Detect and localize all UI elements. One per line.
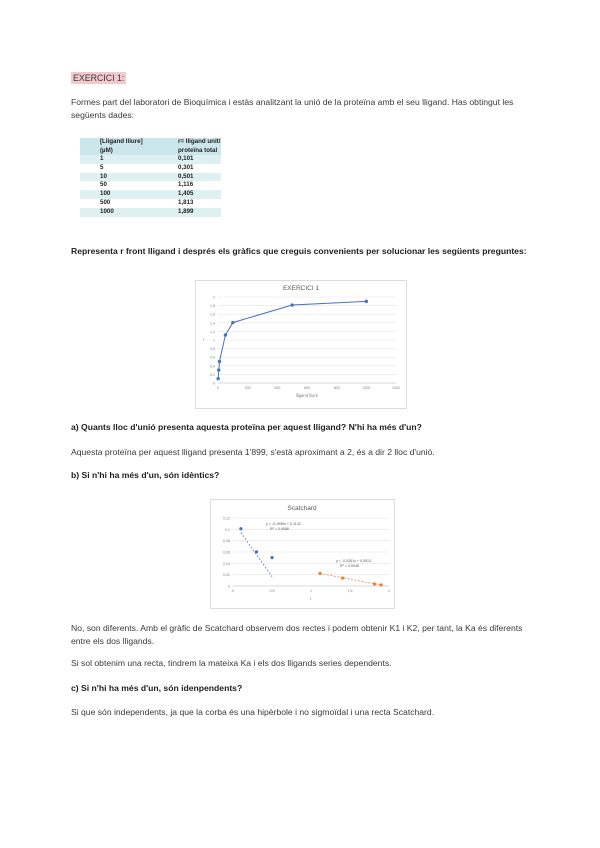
data-point [290,303,293,306]
data-point [218,360,221,363]
x-tick-label: 2 [388,589,390,593]
data-table [80,138,221,217]
answer-b-1: No, son diferents. Amb el gràfic de Scatchard observem dos rectes i podem obtenir K1 i K2, per tant, la Ka és diferents entre els dos lligands. [71,623,523,646]
y-tick-label: 0 [213,381,215,386]
table-cell: 0,501 [158,173,221,182]
table-row [80,164,221,173]
trendline [320,573,381,585]
table-row [80,208,221,217]
x-tick-label: 1 [310,589,312,593]
x-tick-label: 1200 [392,386,400,390]
y-tick-label: 0,08 [223,539,230,544]
data-point [231,321,234,324]
y-tick-label: 0,8 [210,347,215,352]
x-axis-label: lligand lliure [295,393,319,398]
data-point [270,556,273,559]
data-point [217,368,220,371]
y-tick-label: 2 [213,295,215,300]
y-tick-label: 0,04 [223,561,230,566]
table-header-line: proteïna total [178,146,218,154]
data-point [239,527,242,530]
data-point [365,300,368,303]
x-tick-label: 400 [274,386,281,390]
table-cell: 1,899 [158,208,221,217]
table-row [80,199,221,208]
table-cell: 1,813 [158,199,221,208]
y-tick-label: 1,8 [210,304,215,309]
answer-c: Si que són independents, ja que la corba és una hipèrbole i no sigmoïdal i una recta Scatchard. [71,707,435,717]
trendline [241,532,272,576]
instruction-paragraph: Representa r front lligand i després els gràfics que creguis convenients per solucionar les següents preguntes: [71,246,527,256]
x-tick-label: 0 [217,386,219,390]
exercise-heading: EXERCICI 1: [73,73,125,83]
trendline-equation: y = -0,1955x + 0,1142 [266,522,301,526]
table-row [80,173,221,182]
binding-chart-svg [196,281,406,408]
table-header-row [80,138,221,155]
table-cell: 50 [80,181,158,190]
y-tick-label: 0,4 [210,364,215,369]
y-tick-label: 0,06 [223,550,230,555]
x-tick-label: 1,5 [347,589,353,593]
x-tick-label: 200 [244,386,251,390]
intro-paragraph: Formes part del laboratori de Bioquímica i estàs analitzant la unió de la proteïna amb el seu lligand. Has obtingut les següents dades: [71,97,514,120]
x-tick-label: 0 [232,589,234,593]
y-tick-label: 0,6 [210,355,215,360]
table-header-cell [158,138,221,155]
data-point [318,572,321,575]
y-tick-label: 1,4 [210,321,215,326]
trendline-equation: y = -0,0261x + 0,0513 [336,559,371,563]
question-b: b) Si n'hi ha més d'un, són idèntics? [71,470,220,480]
table-header-line: [Lligand lliure] [100,138,143,145]
table-cell: 1 [80,155,158,164]
x-tick-label: 600 [304,386,310,390]
table-header-line: r= lligand unit/ [178,138,221,145]
x-tick-label: 800 [333,386,340,390]
data-point [255,550,258,553]
data-point [373,582,376,585]
table-row [80,155,221,164]
table-header-cell [80,138,158,155]
table-cell: 0,301 [158,164,221,173]
chart-title: Scatchard [287,505,317,512]
table-cell: 100 [80,190,158,199]
table-cell: 500 [80,199,158,208]
scatchard-chart-svg [211,500,394,608]
binding-chart [195,280,407,409]
x-tick-label: 0,5 [269,589,275,593]
data-point [341,576,344,579]
y-tick-label: 0,1 [225,527,230,532]
chart-title: EXERCICI 1 [282,285,320,292]
y-axis-label: r [203,337,205,342]
data-point [224,333,227,336]
y-tick-label: 0,02 [223,573,230,578]
table-cell: 1000 [80,208,158,217]
table-header-line: (µM) [100,146,113,154]
y-tick-label: 0,2 [210,372,215,377]
y-tick-label: 1 [213,338,215,343]
x-tick-label: 1000 [362,386,371,390]
x-axis-label: r [310,596,312,601]
table-cell: 1,116 [158,181,221,190]
question-c: c) Si n'hi ha més d'un, són idenpendents? [71,683,243,693]
table-cell: 0,101 [158,155,221,164]
trendline-r2: R² = 0,9948 [340,564,359,568]
y-tick-label: 0,12 [223,516,230,521]
trendline-r2: R² = 0,9066 [270,527,289,531]
y-tick-label: 0 [228,584,230,589]
table-row [80,190,221,199]
data-point [380,583,383,586]
answer-a: Aquesta proteïna per aquest lligand presenta 1'899, s'està aproximant a 2, és a dir 2 lloc d'unió. [71,447,435,457]
y-tick-label: 1,2 [210,329,215,334]
scatchard-chart [210,499,395,609]
data-point [216,377,219,380]
table-cell: 5 [80,164,158,173]
table-cell: 10 [80,173,158,182]
y-tick-label: 1,6 [210,312,215,317]
table-cell: 1,405 [158,190,221,199]
question-a: a) Quants lloc d'unió presenta aquesta proteïna per aquest lligand? N'hi ha més d'un? [71,422,422,432]
table-row [80,181,221,190]
answer-b-2: Si sol obtenim una recta, tindrem la mateixa Ka i els dos lligands series dependents. [71,658,392,668]
